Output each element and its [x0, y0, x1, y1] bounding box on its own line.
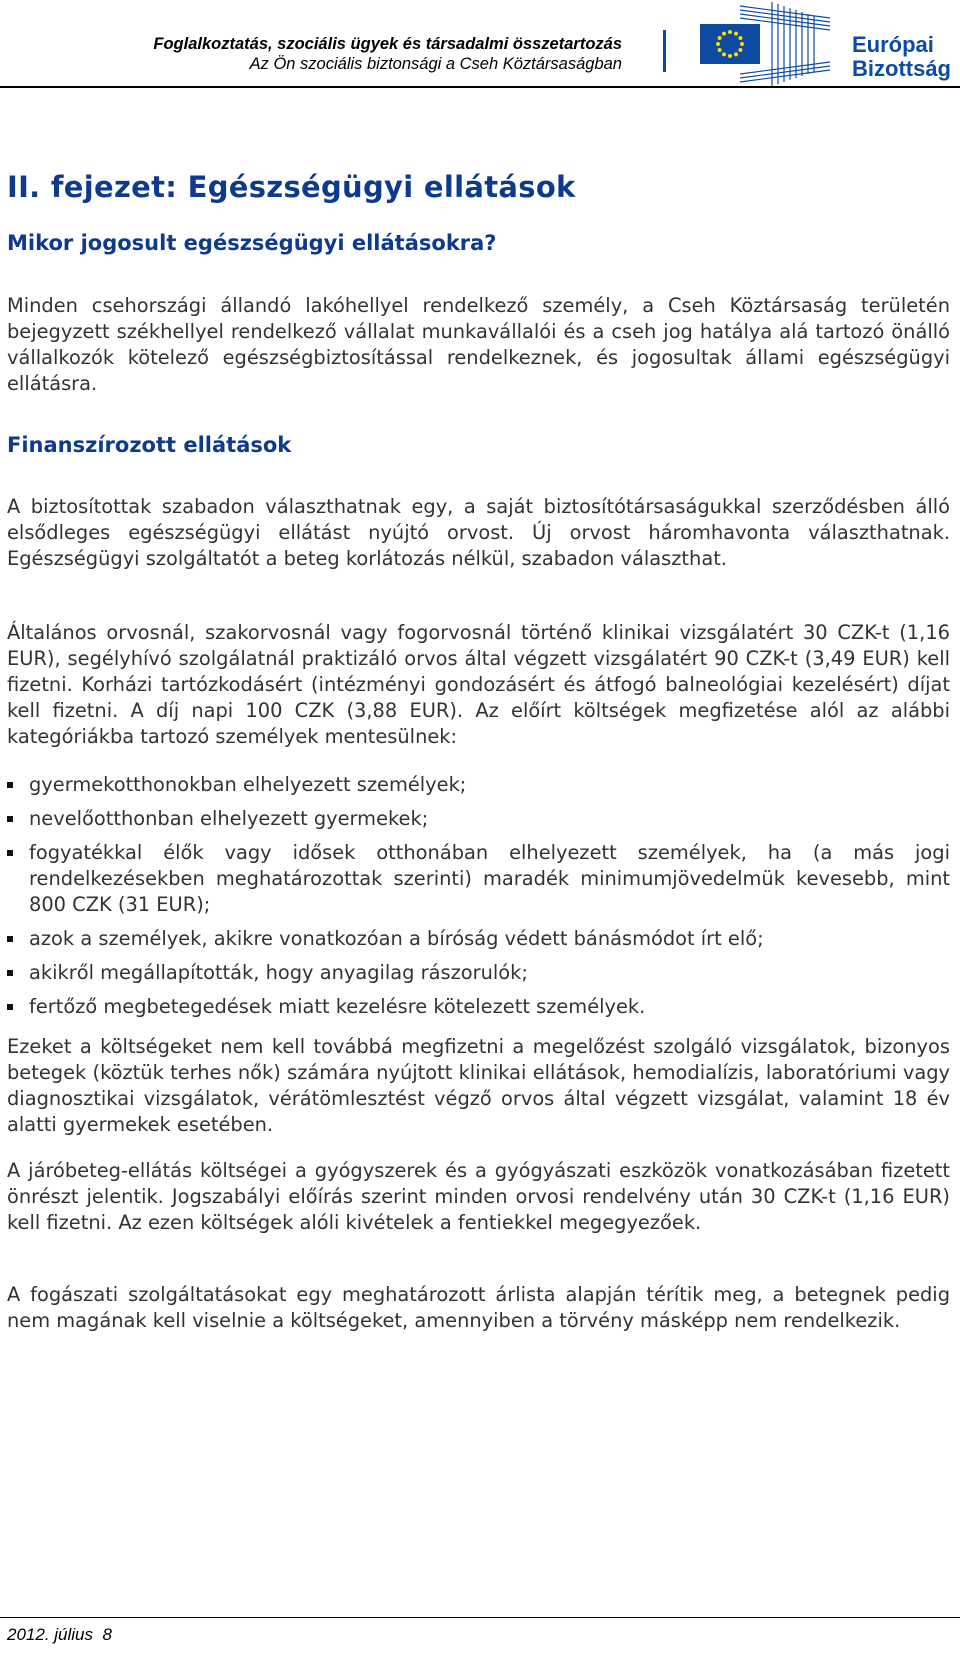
list-item [7, 960, 950, 986]
list-item-text: akikről megállapították, hogy anyagilag rászorulók; [29, 961, 528, 984]
european-commission-logo-icon [680, 0, 848, 86]
eligibility-paragraph: Minden csehországi állandó lakóhellyel rendelkező személy, a Cseh Köztársaság területén bejegyzett székhellyel rendelkező vállalat munkavállalói és a cseh jog hatálya alá tartozó önálló vállalkozók kötelező egészségbiztosítással rendelkeznek, és jogosultak állami egészségügyi ellátásra. [7, 294, 950, 395]
bullet-square-icon [7, 936, 13, 942]
header-titles [153, 34, 622, 74]
bullet-square-icon [7, 816, 13, 822]
header-title: Foglalkoztatás, szociális ügyek és társadalmi összetartozás [153, 35, 622, 53]
logo-text [852, 33, 951, 81]
fees-paragraph: Általános orvosnál, szakorvosnál vagy fogorvosnál történő klinikai vizsgálatért 30 CZK-t (1,16 EUR), segélyhívó szolgálatnál praktizáló orvos által végzett vizsgálatért 90 CZK-t (3,49 EUR) kell fizetni. Korházi tartózkodásért (intézményi gondozásért és átfogó balneológiai kezelésért) díjat kell fizetni. A díj napi 100 CZK (3,88 EUR). Az előírt költségek megfizetése alól az alábbi kategóriákba tartozó személyek mentesülnek: [7, 621, 950, 748]
list-item-text: fertőző megbetegedések miatt kezelésre kötelezett személyek. [29, 995, 646, 1018]
chapter-title: II. fejezet: Egészségügyi ellátások [7, 170, 576, 204]
logo-line-2: Bizottság [852, 56, 951, 81]
list-item [7, 994, 950, 1020]
bullet-square-icon [7, 850, 13, 856]
dental-paragraph: A fogászati szolgáltatásokat egy meghatározott árlista alapján térítik meg, a betegnek pedig nem magának kell viselnie a költségeket, amennyiben a törvény másképp nem rendelkezik. [7, 1283, 950, 1332]
list-item [7, 772, 950, 798]
bullet-square-icon [7, 970, 13, 976]
financed-paragraph: A biztosítottak szabadon választhatnak egy, a saját biztosítótársaságukkal szerződésben álló elsődleges egészségügyi ellátást nyújtó orvost. Új orvost háromhavonta választhatnak. Egészségügyi szolgáltatót a beteg korlátozás nélkül, szabadon választhat. [7, 495, 950, 570]
eligibility-heading: Mikor jogosult egészségügyi ellátásokra? [7, 231, 497, 255]
list-item-text: gyermekotthonokban elhelyezett személyek; [29, 773, 467, 796]
header-subtitle: Az Ön szociális biztonsági a Cseh Köztársaságban [249, 55, 622, 73]
logo-line-1: Európai [852, 32, 934, 57]
page-footer: 2012. július 8 [7, 1625, 112, 1644]
list-item-text: fogyatékkal élők vagy idősek otthonában elhelyezett személyek, ha (a más jogi rendelkezésekben meghatározottak szerinti) maradék minimumjövedelmük kevesebb, mint 800 CZK (31 EUR); [29, 841, 950, 916]
list-item [7, 926, 950, 952]
header-rule [0, 86, 960, 88]
bullet-square-icon [7, 782, 13, 788]
logo-divider [663, 30, 666, 72]
outpatient-paragraph: A járóbeteg-ellátás költségei a gyógyszerek és a gyógyászati eszközök vonatkozásában fizetett önrészt jelentik. Jogszabályi előírás szerint minden orvosi rendelvény után 30 CZK-t (1,16 EUR) kell fizetni. Az ezen költségek alóli kivételek a fentiekkel megegyezőek. [7, 1159, 950, 1234]
list-item-text: azok a személyek, akikre vonatkozóan a bíróság védett bánásmódot írt elő; [29, 927, 764, 950]
list-item [7, 806, 950, 832]
exempt-list [7, 772, 950, 1028]
footer-rule [0, 1617, 960, 1618]
list-item-text: nevelőotthonban elhelyezett gyermekek; [29, 807, 429, 830]
financed-heading: Finanszírozott ellátások [7, 433, 292, 457]
bullet-square-icon [7, 1004, 13, 1010]
page-header [0, 0, 960, 88]
list-item [7, 840, 950, 918]
exemptions-paragraph: Ezeket a költségeket nem kell továbbá megfizetni a megelőzést szolgáló vizsgálatok, bizonyos betegek (köztük terhes nők) számára nyújtott klinikai ellátások, hemodialízis, laboratóriumi vagy diagnosztikai vizsgálatok, vérátömlesztést végző orvos által végzett vizsgálat, valamint 18 év alatti gyermekek esetében. [7, 1035, 950, 1136]
